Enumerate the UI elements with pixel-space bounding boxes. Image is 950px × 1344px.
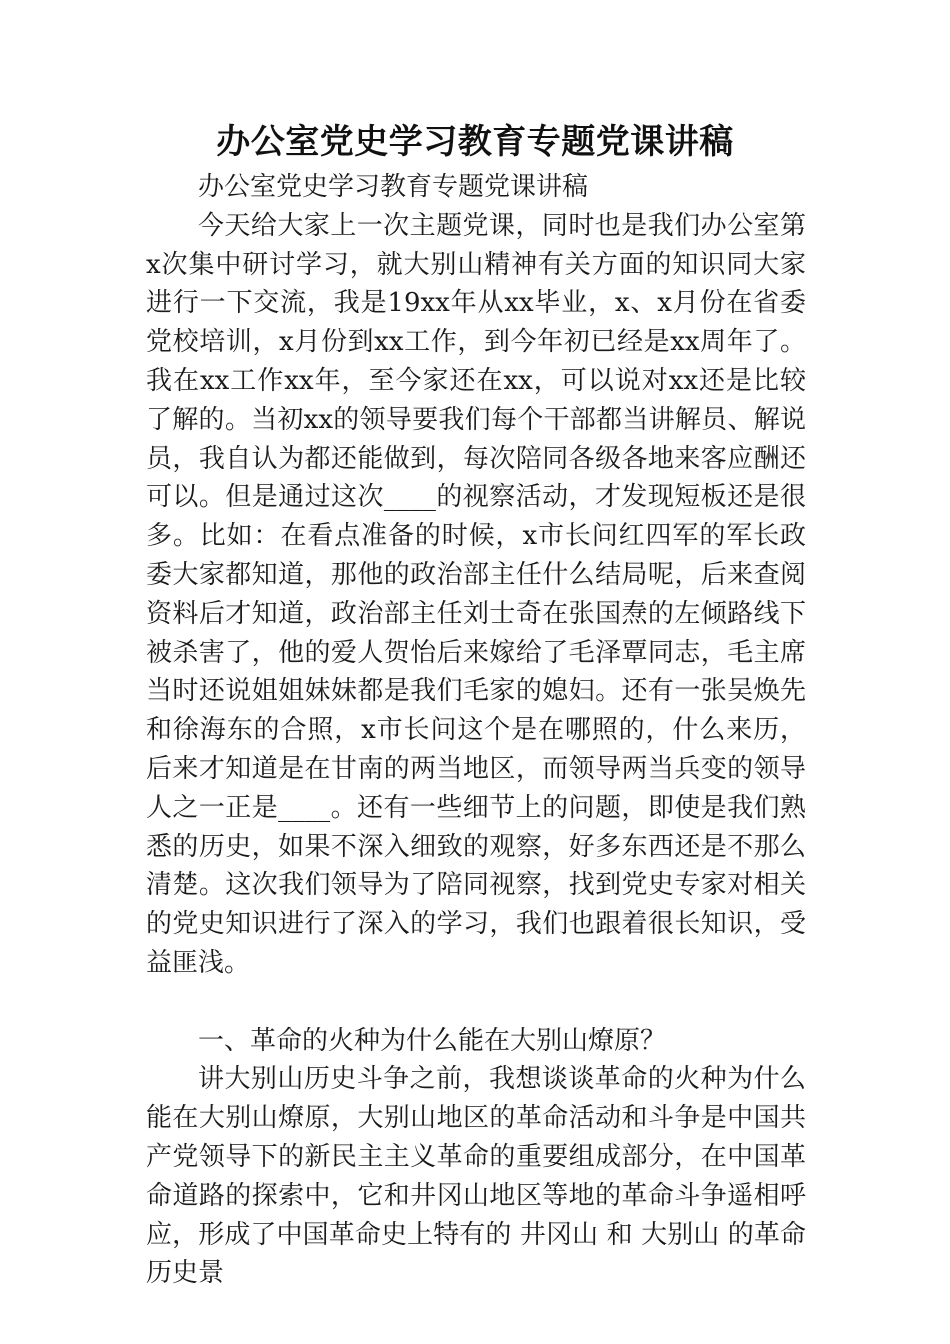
intro-paragraph: 今天给大家上一次主题党课，同时也是我们办公室第x次集中研讨学习，就大别山精神有关方面的知识同大家进行一下交流，我是19xx年从xx毕业，x、x月份在省委党校培训，x月份到xx工作，到今年初已经是xx周年了。我在xx工作xx年，至今家还在xx，可以说对xx还是比较了解的。当初xx的领导要我们每个干部都当讲解员、解说员，我自认为都还能做到，每次陪同各级各地来客应酬还可以。但是通过这次____的视察活动，才发现短板还是很多。比如：在看点准备的时候，x市长问红四军的军长政委大家都知道，那他的政治部主任什么结局呢，后来查阅资料后才知道，政治部主任刘士奇在张国焘的左倾路线下被杀害了，他的爱人贺怡后来嫁给了毛泽覃同志，毛主席当时还说姐姐妹妹都是我们毛家的媳妇。还有一张吴焕先和徐海东的合照，x市长问这个是在哪照的，什么来历，后来才知道是在甘南的两当地区，而领导两当兵变的领导人之一正是____。还有一些细节上的问题，即使是我们熟悉的历史，如果不深入细致的观察，好多东西还是不那么清楚。这次我们领导为了陪同视察，找到党史专家对相关的党史知识进行了深入的学习，我们也跟着很长知识，受益匪浅。 [146,210,806,978]
document-title: 办公室党史学习教育专题党课讲稿 [216,122,734,162]
subtitle-paragraph: 办公室党史学习教育专题党课讲稿 [198,172,589,202]
document-body [146,168,806,1293]
section-paragraph: 讲大别山历史斗争之前，我想谈谈革命的火种为什么能在大别山燎原，大别山地区的革命活动和斗争是中国共产党领导下的新民主主义革命的重要组成部分，在中国革命道路的探索中，它和井冈山地区等地的革命斗争遥相呼应，形成了中国革命史上特有的 井冈山 和 大别山 的革命历史景 [146,1064,806,1289]
section-heading: 一、革命的火种为什么能在大别山燎原？ [198,1025,667,1056]
